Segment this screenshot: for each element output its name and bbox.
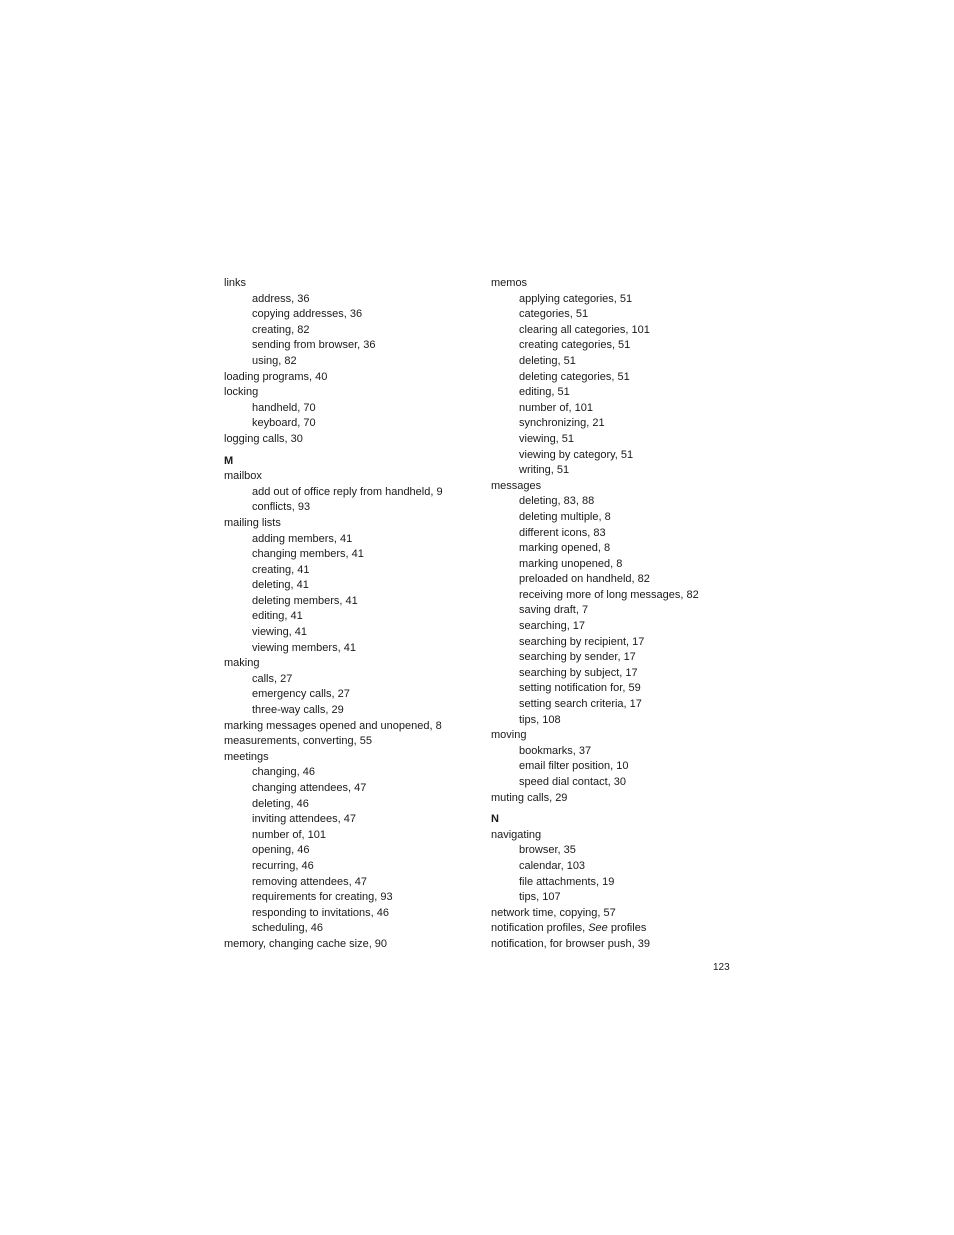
index-entry-text: notification profiles,	[491, 922, 589, 935]
index-subentry: handheld, 70	[252, 401, 316, 414]
index-entry: mailing lists	[224, 516, 281, 529]
index-subentry: sending from browser, 36	[252, 339, 376, 352]
index-subentry: tips, 107	[519, 891, 561, 904]
index-entry: muting calls, 29	[491, 791, 568, 804]
index-subentry: requirements for creating, 93	[252, 891, 393, 904]
index-subentry: changing attendees, 47	[252, 782, 367, 794]
index-subentry: preloaded on handheld, 82	[519, 573, 650, 586]
index-subentry: scheduling, 46	[252, 922, 323, 935]
index-entry: making	[224, 657, 260, 670]
index-subentry: different icons, 83	[519, 526, 606, 539]
index-subentry: setting notification for, 59	[519, 682, 641, 695]
index-entry: navigating	[491, 828, 542, 841]
index-subentry: synchronizing, 21	[519, 417, 605, 430]
index-entry: loading programs, 40	[224, 370, 328, 383]
index-subentry: applying categories, 51	[519, 292, 633, 305]
index-column-left	[224, 276, 474, 953]
index-entry: mailbox	[224, 470, 262, 483]
index-subentry: keyboard, 70	[252, 417, 316, 430]
index-entry: marking messages opened and unopened, 8	[224, 719, 442, 732]
index-subentry: viewing by category, 51	[519, 448, 634, 461]
index-subentry: number of, 101	[252, 828, 326, 841]
index-subentry: address, 36	[252, 292, 310, 305]
index-entry: messages	[491, 479, 542, 492]
index-subentry: emergency calls, 27	[252, 688, 350, 701]
see-reference-target: profiles	[607, 922, 647, 935]
index-subentry: number of, 101	[519, 401, 593, 414]
index-subentry: tips, 108	[519, 713, 561, 726]
index-subentry: add out of office reply from handheld, 9	[252, 485, 443, 498]
index-subentry: file attachments, 19	[519, 875, 615, 888]
index-subentry: searching by recipient, 17	[519, 635, 645, 648]
index-subentry: speed dial contact, 30	[519, 776, 627, 788]
index-subentry: searching by sender, 17	[519, 651, 636, 664]
index-subentry: browser, 35	[519, 844, 576, 857]
index-subentry: searching, 17	[519, 620, 586, 633]
index-subentry: viewing, 51	[519, 432, 575, 445]
index-subentry: creating, 82	[252, 323, 310, 336]
index-subentry: marking unopened, 8	[519, 557, 623, 570]
index-subentry: three-way calls, 29	[252, 704, 344, 717]
index-subentry: clearing all categories, 101	[519, 323, 650, 336]
index-entry: memory, changing cache size, 90	[224, 937, 388, 950]
index-subentry: email filter position, 10	[519, 760, 629, 773]
index-subentry: changing, 46	[252, 766, 315, 779]
index-entry: moving	[491, 729, 527, 742]
index-subentry: writing, 51	[519, 464, 570, 477]
index-subentry: bookmarks, 37	[519, 744, 592, 757]
index-subentry: creating categories, 51	[519, 339, 631, 352]
index-subentry: inviting attendees, 47	[252, 813, 356, 826]
index-subentry: deleting, 51	[519, 354, 576, 367]
index-section-letter: N	[491, 813, 499, 826]
index-entry: network time, copying, 57	[491, 906, 616, 919]
page-number: 123	[713, 962, 730, 973]
index-subentry: removing attendees, 47	[252, 875, 367, 888]
index-subentry: viewing members, 41	[252, 641, 356, 654]
index-subentry: saving draft, 7	[519, 604, 589, 617]
index-entry	[491, 921, 741, 937]
index-subentry: recurring, 46	[252, 859, 314, 872]
index-entry: meetings	[224, 750, 269, 763]
index-subentry: setting search criteria, 17	[519, 698, 642, 711]
index-subentry: using, 82	[252, 354, 297, 367]
index-subentry: categories, 51	[519, 308, 589, 321]
index-subentry: conflicts, 93	[252, 501, 311, 514]
index-subentry: deleting, 83, 88	[519, 495, 595, 508]
index-subentry: viewing, 41	[252, 626, 308, 639]
index-subentry: deleting members, 41	[252, 594, 358, 607]
index-subentry: changing members, 41	[252, 548, 364, 561]
index-subentry: editing, 41	[252, 610, 303, 623]
index-section-letter: M	[224, 454, 234, 467]
index-entry: notification, for browser push, 39	[491, 937, 650, 950]
index-subentry: editing, 51	[519, 386, 570, 399]
index-entry: memos	[491, 277, 528, 289]
index-subentry: searching by subject, 17	[519, 666, 638, 679]
index-subentry: opening, 46	[252, 844, 310, 857]
index-subentry: deleting multiple, 8	[519, 510, 611, 523]
index-subentry: deleting, 46	[252, 797, 309, 810]
index-entry: measurements, converting, 55	[224, 735, 372, 748]
index-column-right	[491, 276, 741, 953]
index-subentry: calendar, 103	[519, 859, 586, 872]
index-subentry: calls, 27	[252, 672, 293, 685]
index-subentry: responding to invitations, 46	[252, 906, 389, 919]
index-subentry: copying addresses, 36	[252, 308, 363, 321]
index-subentry: receiving more of long messages, 82	[519, 588, 699, 601]
index-subentry: adding members, 41	[252, 532, 353, 545]
see-reference: See	[588, 922, 608, 935]
index-entry: links	[224, 277, 247, 289]
index-subentry: marking opened, 8	[519, 542, 611, 555]
index-entry: logging calls, 30	[224, 432, 303, 445]
index-subentry: deleting, 41	[252, 579, 309, 592]
index-subentry: deleting categories, 51	[519, 370, 630, 383]
index-entry: locking	[224, 386, 259, 399]
index-subentry: creating, 41	[252, 563, 310, 576]
